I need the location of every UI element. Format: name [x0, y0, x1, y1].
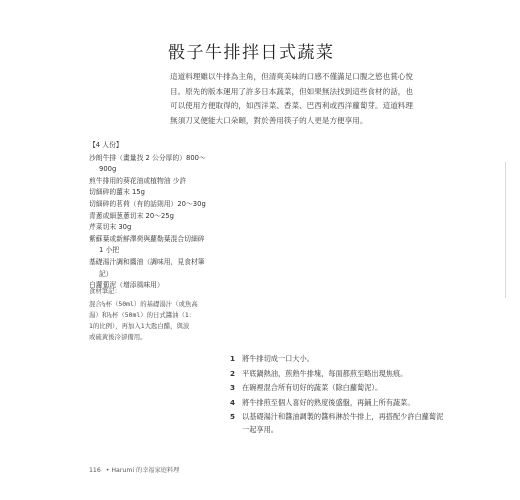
note-line: 湯）和¼杯（50ml）的日式醬油（1：	[89, 311, 196, 319]
step-text: 在碗裡混合所有切好的蔬菜（除白蘿蔔泥）。	[242, 383, 383, 392]
page-footer	[89, 465, 179, 474]
ingredients-list	[89, 140, 249, 292]
step-item	[230, 367, 444, 380]
ingredient-line: 煎牛排用的葵花油或植物油 少許	[89, 176, 187, 185]
intro-line: 無須刀叉便能大口朵頤，對於善用筷子的人更是方便享用。	[170, 115, 368, 125]
step-text: 以基礎湯汁和醬油調製的醬料淋於牛排上，再搭配少許白蘿蔔泥一起享用。	[242, 412, 444, 434]
margin-divider	[505, 162, 506, 298]
intro-line: 可以使用方便取得的，如西洋菜、香菜、巴西利或西洋蘿蔔芽。這道料理	[170, 101, 413, 110]
step-text: 將牛排切成一口大小。	[242, 354, 314, 363]
step-item	[230, 381, 444, 394]
note-line: 或硫黃後冷卻備用。	[89, 333, 147, 341]
book-title: Harumi 的幸福家庭料理	[111, 467, 180, 474]
page-number: 116	[89, 467, 101, 474]
step-item	[230, 352, 444, 365]
step-text: 將牛排煎至個人喜好的熟度後盛盤，再鋪上所有蔬菜。	[242, 397, 415, 407]
intro-line: 目。原先的版本運用了許多日本蔬菜，但如果無法找到這些食材的話，也	[170, 86, 413, 96]
intro-line: 這道料理雖以牛排為主角，但清爽美味的口感不僅滿足口腹之慾也賞心悅	[170, 72, 413, 81]
step-item	[230, 410, 444, 436]
ingredient-line: 切細碎的茗荷（有的話則用）20～30g	[89, 199, 206, 208]
ingredient-line: 青蔥或細葱蔥切末 20～25g	[89, 211, 174, 220]
method-steps	[230, 352, 444, 438]
ingredient-line: 紫蘇葉或新鮮澤荷與蘿勒葉混合切細碎	[89, 234, 205, 243]
ingredient-line: 記）	[99, 269, 113, 278]
note-line: 1的比例），再加入1大匙白醋，與波	[89, 322, 190, 330]
step-number: 2	[230, 368, 236, 378]
footer-separator: •	[105, 467, 110, 474]
ingredient-line: 切細碎的薑末 15g	[89, 188, 145, 197]
intro-paragraph	[170, 70, 436, 128]
note-line: 混合¼杯（50ml）的基礎湯汁（或魚高	[89, 300, 198, 308]
ingredient-line: 1 小把	[99, 246, 120, 255]
ingredient-line: 白蘿蔔泥（增添風味用）	[89, 281, 164, 290]
ingredient-line: 芹菜切末 30g	[89, 223, 132, 232]
step-text: 平底鍋熱油，煎熟牛排塊，每面都煎至略出現焦痕。	[242, 368, 408, 378]
step-item	[230, 396, 444, 409]
servings-heading: 【4 人份】	[89, 141, 123, 149]
ingredient-line: 900g	[99, 165, 117, 174]
step-number: 1	[230, 354, 236, 363]
recipe-title: 骰子牛排拌日式蔬菜	[168, 43, 335, 63]
step-number: 3	[230, 383, 236, 392]
step-number: 5	[230, 412, 236, 421]
ingredient-line: 基礎湯汁調和醬油（調味用，見食材筆	[89, 257, 205, 266]
step-number: 4	[230, 397, 236, 407]
notes-heading: 食材筆記：	[89, 287, 121, 295]
ingredient-line: 沙朗牛排（畫量找 2 公分厚的）800～	[89, 153, 206, 162]
ingredient-notes	[89, 286, 239, 343]
